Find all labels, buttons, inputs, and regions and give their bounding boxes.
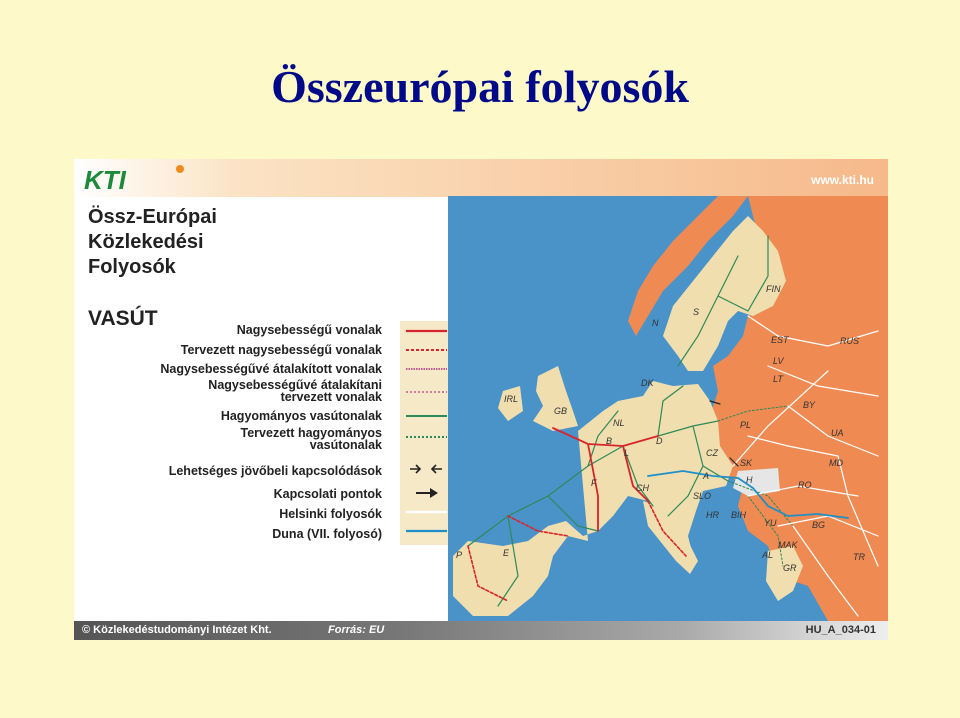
- legend-label-converted: Nagysebességűvé átalakított vonalak: [160, 362, 382, 376]
- country-label-cz: CZ: [706, 448, 718, 458]
- legend-label-high-speed: Nagysebességű vonalak: [236, 323, 382, 337]
- country-label-a: A: [703, 471, 710, 481]
- country-label-al: AL: [762, 550, 774, 560]
- section-title: VASÚT: [88, 307, 158, 330]
- heading-line-3: Folyosók: [88, 256, 176, 278]
- country-label-f: F: [591, 478, 597, 488]
- country-label-lv: LV: [773, 356, 784, 366]
- country-label-fin: FIN: [766, 284, 781, 294]
- legend-label-helsinki: Helsinki folyosók: [279, 507, 382, 521]
- map-poster: [74, 159, 888, 640]
- heading-line-1: Össz-Európai: [88, 206, 217, 228]
- country-label-hr: HR: [706, 510, 719, 520]
- country-label-s: S: [693, 307, 700, 317]
- website-url: www.kti.hu: [811, 173, 874, 187]
- country-label-h: H: [746, 475, 753, 485]
- country-label-bg: BG: [812, 520, 826, 530]
- country-label-nl: NL: [613, 418, 625, 428]
- country-label-irl: IRL: [504, 394, 519, 404]
- country-label-gb: GB: [554, 406, 568, 416]
- legend-label-connection-points: Kapcsolati pontok: [273, 487, 382, 501]
- legend-label-planned-converted: Nagysebességűvé átalakítani tervezett vonalak: [208, 378, 382, 404]
- kti-logo: [82, 163, 192, 193]
- country-label-bih: BIH: [731, 510, 747, 520]
- logo-text: KTI: [84, 165, 126, 193]
- country-label-b: B: [606, 436, 613, 446]
- country-label-tr: TR: [853, 552, 865, 562]
- country-label-ch: CH: [636, 483, 649, 493]
- country-label-slo: SLO: [693, 491, 712, 501]
- country-label-l: L: [624, 448, 630, 458]
- country-label-p: P: [456, 550, 463, 560]
- legend-label-danube: Duna (VII. folyosó): [272, 527, 382, 541]
- country-label-yu: YU: [764, 518, 777, 528]
- country-label-est: EST: [771, 335, 789, 345]
- country-label-rus: RUS: [840, 336, 860, 346]
- country-label-sk: SK: [740, 458, 753, 468]
- country-label-ua: UA: [831, 428, 844, 438]
- poster-footer-bar: [74, 621, 888, 640]
- poster-header-bar: [74, 159, 888, 197]
- country-label-pl: PL: [740, 420, 752, 430]
- country-label-md: MD: [829, 458, 843, 468]
- country-label-mak: MAK: [778, 540, 798, 550]
- country-label-dk: DK: [641, 378, 654, 388]
- poster-heading: [88, 205, 217, 280]
- legend-label-future-connections: Lehetséges jövőbeli kapcsolódások: [168, 464, 382, 478]
- country-label-ro: RO: [798, 480, 812, 490]
- legend-symbols: [400, 321, 453, 545]
- country-label-n: N: [652, 318, 659, 328]
- country-label-by: BY: [803, 400, 816, 410]
- country-label-lt: LT: [773, 374, 783, 384]
- country-label-e: E: [503, 548, 510, 558]
- source-text: Forrás: EU: [328, 624, 385, 636]
- legend-label-planned-high-speed: Tervezett nagysebességű vonalak: [180, 343, 382, 357]
- slide-title: Összeurópai folyosók: [271, 61, 689, 112]
- heading-line-2: Közlekedési: [88, 231, 204, 253]
- country-label-gr: GR: [783, 563, 797, 573]
- legend-label-planned-conventional: Tervezett hagyományos vasútonalak: [240, 426, 382, 452]
- copyright-text: © Közlekedéstudományi Intézet Kht.: [82, 624, 272, 636]
- legend-label-conventional: Hagyományos vasútonalak: [220, 409, 382, 423]
- europe-map: [448, 196, 888, 621]
- document-code: HU_A_034-01: [805, 624, 876, 636]
- country-label-d: D: [656, 436, 663, 446]
